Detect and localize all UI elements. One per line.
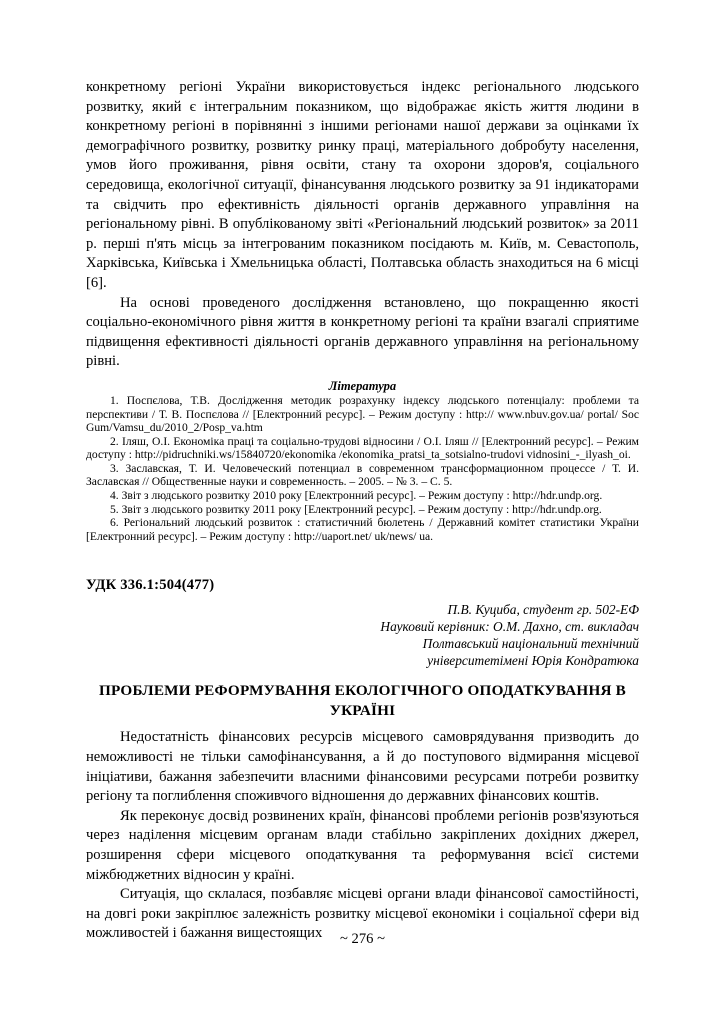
reference-item: 2. Іляш, О.І. Економіка праці та соціально-трудові відносини / О.І. Іляш // [Електронний ресурс]. – Режим доступу : http://pidruchniki.ws/15840720/ekonomika /ekonomika_pratsi_ta_sotsialno-trudovi vidnosini_-_ilyash_oi.	[86, 434, 639, 462]
reference-item: 4. Звіт з людського розвитку 2010 року [Електронний ресурс]. – Режим доступу : http://hdr.undp.org.	[110, 489, 603, 503]
author-block	[86, 601, 639, 669]
udk-code: УДК 336.1:504(477)	[86, 577, 215, 594]
literature-heading: Література	[328, 378, 397, 393]
author-name: П.В. Куциба, студент гр. 502-ЕФ	[447, 602, 639, 618]
reference-item: 5. Звіт з людського розвитку 2011 року [Електронний ресурс]. – Режим доступу : http://hdr.undp.org.	[110, 502, 602, 516]
paragraph-conclusion: На основі проведеного дослідження встановлено, що покращенню якості соціально-економічного рівня життя в конкретному регіоні та країни взагалі сприятиме підвищення ефективності діяльності органів державного управління на регіональному рівні.	[86, 294, 639, 370]
article-paragraph: Недостатність фінансових ресурсів місцевого самоврядування призводить до неможливості не тільки самофінансування, а й до поступового відмирання місцевої ініціативи, бажання забезпечити власними фінансовими ресурсами потреби розвитку регіону та поглиблення споживчого відношення до державних фінансових коштів.	[86, 729, 639, 805]
reference-item: 1. Поспєлова, Т.В. Дослідження методик розрахунку індексу людського потенціалу: проблеми та перспективи / Т. В. Поспєлова // [Електронний ресурс]. – Режим доступу : http:// www.nbuv.gov.ua/ portal/ Soc Gum/Vamsu_du/2010_2/Posp_va.htm	[86, 393, 639, 435]
reference-item: 6. Регіональний людський розвиток : статистичний бюлетень / Державний комітет статистики України [Електронний ресурс]. – Режим доступу : http://uaport.net/ uk/news/ ua.	[86, 516, 639, 543]
article-paragraph: Ситуація, що склалася, позбавляє місцеві органи влади фінансової самостійності, на довгі роки закріплює залежність розвитку місцевої економіки і соціальної сфери від можливостей і бажання вищестоящих	[86, 886, 639, 942]
supervisor-name: Науковий керівник: О.М. Дахно, ст. викладач	[380, 619, 639, 635]
affiliation-line-1: Полтавський національний технічний	[422, 636, 639, 652]
article-title: ПРОБЛЕМИ РЕФОРМУВАННЯ ЕКОЛОГІЧНОГО ОПОДАТКУВАННЯ В УКРАЇНІ	[99, 682, 626, 720]
reference-item: 3. Заславская, Т. И. Человеческий потенциал в современном трансформационном процессе / Т. И. Заславская // Общественные науки и современность. – 2005. – № 3. – С. 5.	[86, 461, 639, 489]
paragraph-continuation: конкретному регіоні України використовується індекс регіонального людського розвитку, який є інтегральним показником, що відображає якість життя людини в конкретному регіоні в порівнянні з іншими регіонами нашої держави за оцінками їх демографічного розвитку, розвитку ринку праці, матеріального добробуту населення, умов його проживання, рівня освіти, стану та охорони здоров'я, соціального середовища, екологічної ситуації, фінансування людського розвитку за 91 індикаторами та свідчить про ефективність діяльності органів державного управління на регіональному рівні. В опублікованому звіті «Регіональний людський розвиток» за 2011 р. перші п'ять місць за інтегрованим показником посідають м. Київ, м. Севастополь, Харківська, Київська і Хмельницька області, Полтавська область знаходиться на 6 місці [6].	[86, 79, 639, 291]
article-paragraph: Як переконує досвід розвинених країн, фінансові проблеми регіонів розв'язуються через наділення місцевим органам влади стабільно закріплених дохідних джерел, розширення сфери місцевого оподаткування та реформування всієї системи міжбюджетних відносин у країні.	[86, 807, 639, 883]
page-number: ~ 276 ~	[340, 931, 385, 947]
affiliation-line-2: університетімені Юрія Кондратюка	[427, 653, 639, 669]
